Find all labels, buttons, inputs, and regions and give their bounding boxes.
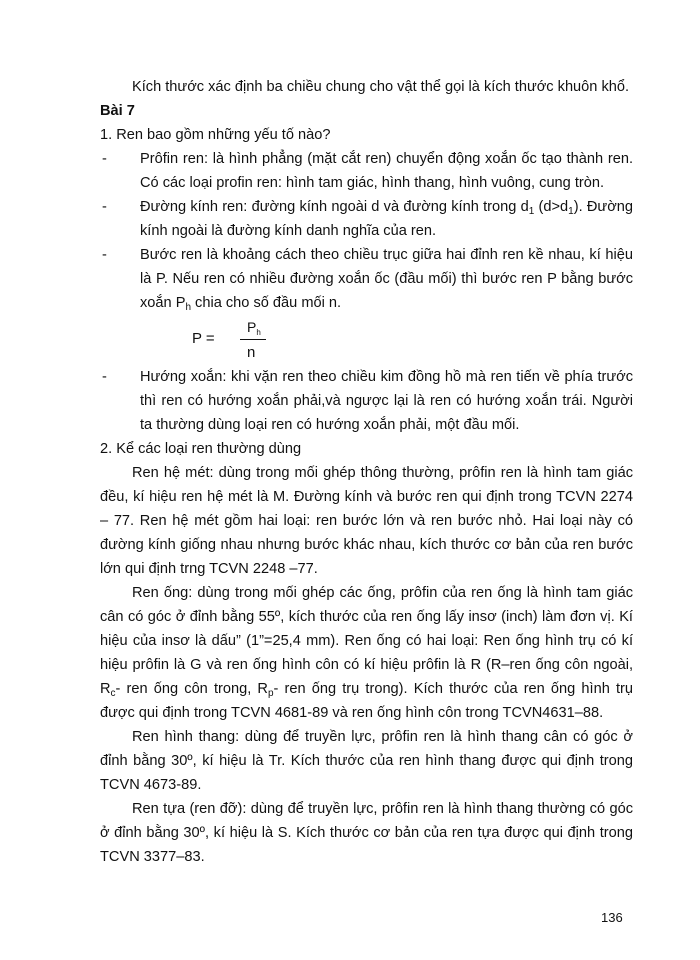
subscript: p [267, 688, 274, 699]
formula-numerator [247, 315, 261, 339]
bullet-text: Prôfin ren: là hình phẳng (mặt cắt ren) chuyển động xoắn ốc tạo thành ren. Có các loại profin ren: hình tam giác, hình thang, hình vuông, cung tròn. [140, 151, 633, 191]
subscript: c [110, 688, 116, 699]
bullet-text: chia cho số đầu mối n. [191, 295, 342, 311]
section-title: Bài 7 [100, 103, 135, 119]
bullet-dash: - [102, 199, 107, 215]
fraction-bar [240, 339, 266, 340]
intro-paragraph: Kích thước xác định ba chiều chung cho vật thể gọi là kích thước khuôn khổ. [132, 79, 630, 95]
subscript: 1 [528, 206, 535, 217]
bullet-text: Bước ren là khoảng cách theo chiều trục giữa hai đỉnh ren kề nhau, kí hiệu là P. Nếu ren có nhiều đường xoắn ốc (đầu mối) thì bước ren P bằng bước xoắn P [140, 247, 633, 311]
formula-numerator-subscript: h [256, 328, 261, 337]
paragraph-metric-thread: Ren hệ mét: dùng trong mối ghép thông thường, prôfin ren là hình tam giác đều, kí hiệu ren hệ mét là M. Đường kính và bước ren qui định trong TCVN 2274 – 77. Ren hệ mét gồm hai loại: ren bước lớn và ren bước nhỏ. Hai loại này có đường kính giống nhau nhưng bước khác nhau, kích thước cơ bản của ren bước lớn qui định trng TCVN 2248 –77. [100, 465, 633, 577]
formula-numerator-symbol: P [247, 319, 257, 335]
bullet-pitch [100, 243, 633, 315]
bullet-dash: - [102, 151, 107, 167]
subscript: 1 [568, 206, 574, 217]
page-content [100, 75, 633, 869]
bullet-text: Đường kính ren: đường kính ngoài d và đường kính trong d [140, 199, 529, 215]
formula-denominator: n [247, 344, 256, 361]
paragraph-text: - ren ống trụ trong). Kích thước của ren ống hình trụ được qui định trong TCVN 4681-89 và ren ống hình côn trong TCVN4631–88. [100, 681, 633, 721]
question-2: 2. Kể các loại ren thường dùng [100, 441, 302, 457]
pitch-formula [192, 315, 633, 365]
paragraph-text: Ren ống: dùng trong mối ghép các ống, prôfin của ren ống là hình tam giác cân có góc ở đỉnh bằng 55º, kích thước của ren ống lấy insơ (inch) làm đơn vị. Kí hiệu của insơ là dấu” (1”=25,4 mm). Ren ống có hai loại: Ren ống hình trụ có kí hiệu prôfin là G và ren ống hình côn có kí hiệu prôfin là R (R–ren ống côn ngoài, R [100, 585, 633, 697]
bullet-text: Hướng xoắn: khi vặn ren theo chiều kim đồng hồ mà ren tiến về phía trước thì ren có hướng xoắn phải,và ngược lại là ren có hướng xoắn trái. Người ta thường dùng loại ren có hướng xoắn phải, một đầu mối. [140, 369, 633, 433]
paragraph-trapezoidal-thread: Ren hình thang: dùng để truyền lực, prôfin ren là hình thang cân có góc ở đỉnh bằng 30º, kí hiệu là Tr. Kích thước của ren hình thang được qui định trong TCVN 4673-89. [100, 729, 633, 793]
question-1: 1. Ren bao gồm những yếu tố nào? [100, 127, 331, 143]
paragraph-text: - ren ống côn trong, R [115, 681, 268, 697]
bullet-helix-direction [100, 365, 633, 437]
page-number: 136 [601, 910, 623, 925]
paragraph-pipe-thread [100, 581, 633, 725]
subscript: h [185, 302, 191, 313]
bullet-dash: - [102, 369, 107, 385]
bullet-dash: - [102, 247, 107, 263]
bullet-profile [100, 147, 633, 195]
bullet-diameter [100, 195, 633, 243]
paragraph-buttress-thread: Ren tựa (ren đỡ): dùng để truyền lực, prôfin ren là hình thang thường có góc ở đỉnh bằng 30º, kí hiệu là S. Kích thước cơ bản của ren tựa được qui định trong TCVN 3377–83. [100, 801, 633, 865]
formula-lhs: P = [192, 330, 215, 347]
bullet-text: (d>d [534, 199, 569, 215]
bullet-text: ). Đường kính ngoài là đường kính danh nghĩa của ren. [140, 199, 634, 239]
